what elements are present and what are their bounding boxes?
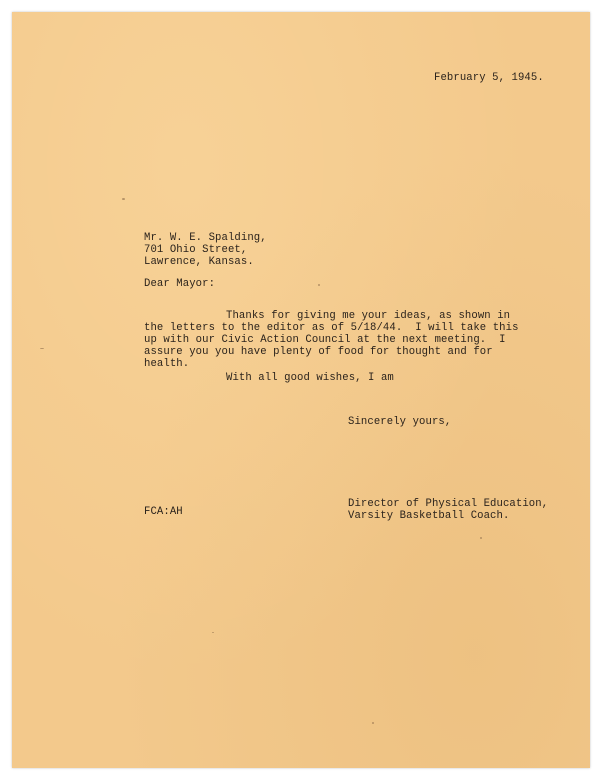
letter-date: February 5, 1945. xyxy=(434,72,544,84)
body-line: health. xyxy=(144,358,190,370)
closing-sentence: With all good wishes, I am xyxy=(226,372,394,384)
paper-speck xyxy=(40,348,44,349)
paper-speck xyxy=(212,632,214,633)
paper-speck xyxy=(480,537,482,539)
paper-speck xyxy=(372,722,374,724)
signature-title-line: Director of Physical Education, xyxy=(348,498,549,510)
salutation: Dear Mayor: xyxy=(144,278,216,290)
recipient-name: Mr. W. E. Spalding, xyxy=(144,232,267,244)
recipient-city: Lawrence, Kansas. xyxy=(144,256,254,268)
reference-initials: FCA:AH xyxy=(144,506,183,518)
body-line: up with our Civic Action Council at the next meeting. I xyxy=(144,334,506,346)
body-line: assure you you have plenty of food for thought and for xyxy=(144,346,493,358)
paper-speck xyxy=(122,198,125,200)
body-line: the letters to the editor as of 5/18/44. I will take this xyxy=(144,322,519,334)
body-line: Thanks for giving me your ideas, as shown in xyxy=(226,310,511,322)
paper-speck xyxy=(318,284,320,286)
signature-title-line: Varsity Basketball Coach. xyxy=(348,510,510,522)
complimentary-close: Sincerely yours, xyxy=(348,416,452,428)
letter-page xyxy=(12,12,590,768)
recipient-street: 701 Ohio Street, xyxy=(144,244,248,256)
